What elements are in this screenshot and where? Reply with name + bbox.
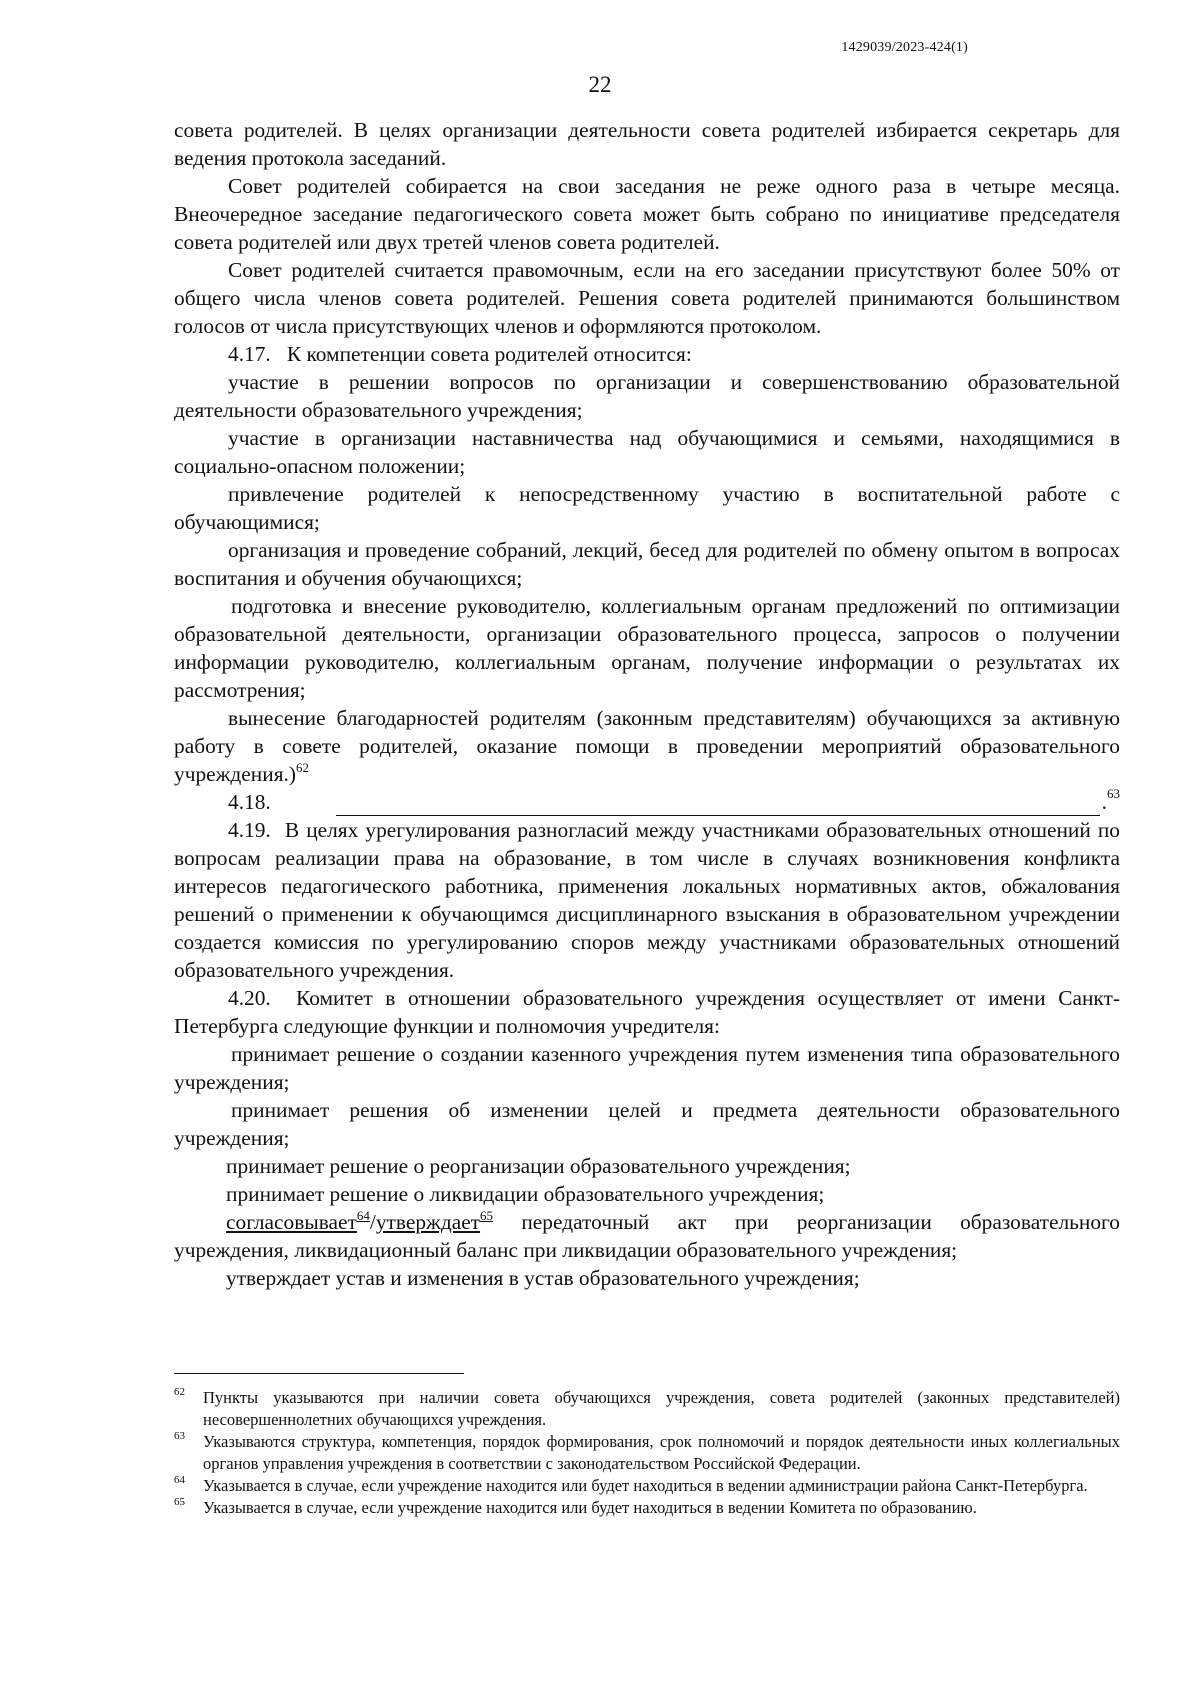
list-item: привлечение родителей к непосредственному участию в воспитательной работе с обучающимися; [174,482,1120,534]
page-number: 22 [588,72,612,97]
footnote-text: Указывается в случае, если учреждение находится или будет находиться в ведении Комитета по образованию. [203,1498,977,1517]
footnote-62 [174,1387,1120,1431]
paragraph: Совет родителей собирается на свои заседания не реже одного раза в четыре месяца. Внеочередное заседание педагогического совета может быть собрано по инициативе председателя совета родителей или двух третей членов совета родителей. [174,174,1120,254]
list-item: подготовка и внесение руководителю, коллегиальным органам предложений по оптимизации образовательной деятельности, организации образовательного процесса, запросов о получении информации руководителю, коллегиальным органам, получение информации о результатах их рассмотрения; [174,594,1120,702]
list-item [174,704,1120,788]
footnote-ref-64[interactable]: 64 [356,1208,370,1223]
paragraph: совета родителей. В целях организации деятельности совета родителей избирается секретарь для ведения протокола заседаний. [174,118,1120,170]
paragraph: Совет родителей считается правомочным, если на его заседании присутствуют более 50% от общего числа членов совета родителей. Решения совета родителей принимаются большинством голосов от числа присутствующих членов и оформляются протоколом. [174,258,1120,338]
fill-in-line [336,797,1100,816]
document-body [174,116,1120,1292]
slash: / [369,1210,376,1234]
list-item: принимает решения об изменении целей и предмета деятельности образовательного учреждения; [174,1098,1120,1150]
list-item-text: вынесение благодарностей родителям (законным представителям) обучающихся за активную работу в совете родителей, оказание помощи в проведении мероприятий образовательного учреждения.) [174,706,1120,786]
footnote-63 [174,1431,1120,1475]
document-id: 1429039/2023-424(1) [841,40,968,55]
section-4-20: 4.20. Комитет в отношении образовательного учреждения осуществляет от имени Санкт-Петербурга следующие функции и полномочия учредителя: [174,986,1120,1038]
footnote-text: Указываются структура, компетенция, порядок формирования, срок полномочий и порядок деятельности иных коллегиальных органов управления учреждения в соответствии с законодательством Российской Федерации. [203,1432,1120,1473]
footnote-text: Пункты указываются при наличии совета обучающихся учреждения, совета родителей (законных представителей) несовершеннолетних обучающихся учреждения. [203,1388,1120,1429]
footnotes [174,1387,1120,1519]
footnote-separator [174,1373,464,1374]
footnote-mark: 64 [174,1474,185,1486]
list-item [174,1208,1120,1264]
footnote-ref-63[interactable]: 63 [1107,786,1120,801]
footnote-65 [174,1497,1120,1519]
section-4-19: 4.19. В целях урегулирования разногласий между участниками образовательных отношений по вопросам реализации права на образование, в том числе в случаях возникновения конфликта интересов педагогического работника, применения локальных нормативных актов, обжалования решений о применении к обучающимся дисциплинарного взыскания в образовательном учреждении создается комиссия по урегулированию споров между участниками образовательных отношений образовательного учреждения. [174,818,1120,982]
list-item: организация и проведение собраний, лекций, бесед для родителей по обмену опытом в вопросах воспитания и обучения обучающихся; [174,538,1120,590]
list-item: принимает решение о создании казенного учреждения путем изменения типа образовательного учреждения; [174,1042,1120,1094]
period: . [1101,790,1107,814]
list-item: участие в организации наставничества над обучающимися и семьями, находящимися в социально-опасном положении; [174,426,1120,478]
section-4-18-number: 4.18. [228,790,271,814]
approve-variant-b: утверждает [375,1210,481,1234]
footnote-mark: 63 [174,1430,185,1442]
list-item: принимает решение о реорганизации образовательного учреждения; [226,1154,851,1178]
list-item: утверждает устав и изменения в устав образовательного учреждения; [226,1266,860,1290]
footnote-mark: 62 [174,1386,185,1398]
list-item: участие в решении вопросов по организации и совершенствованию образовательной деятельности образовательного учреждения; [174,370,1120,422]
footnote-ref-62[interactable]: 62 [296,760,310,775]
list-item-text: передаточный акт при реорганизации образовательного учреждения, ликвидационный баланс при ликвидации образовательного учреждения; [174,1210,1120,1262]
footnote-mark: 65 [174,1496,185,1508]
footnote-64 [174,1475,1120,1497]
section-4-17-heading: 4.17. К компетенции совета родителей относится: [228,342,692,366]
section-4-18-blank [174,788,1120,816]
list-item: принимает решение о ликвидации образовательного учреждения; [226,1182,825,1206]
footnote-ref-65[interactable]: 65 [480,1208,494,1223]
footnote-text: Указывается в случае, если учреждение находится или будет находиться в ведении администрации района Санкт-Петербурга. [203,1476,1088,1495]
approve-variant-a: согласовывает [226,1210,357,1234]
